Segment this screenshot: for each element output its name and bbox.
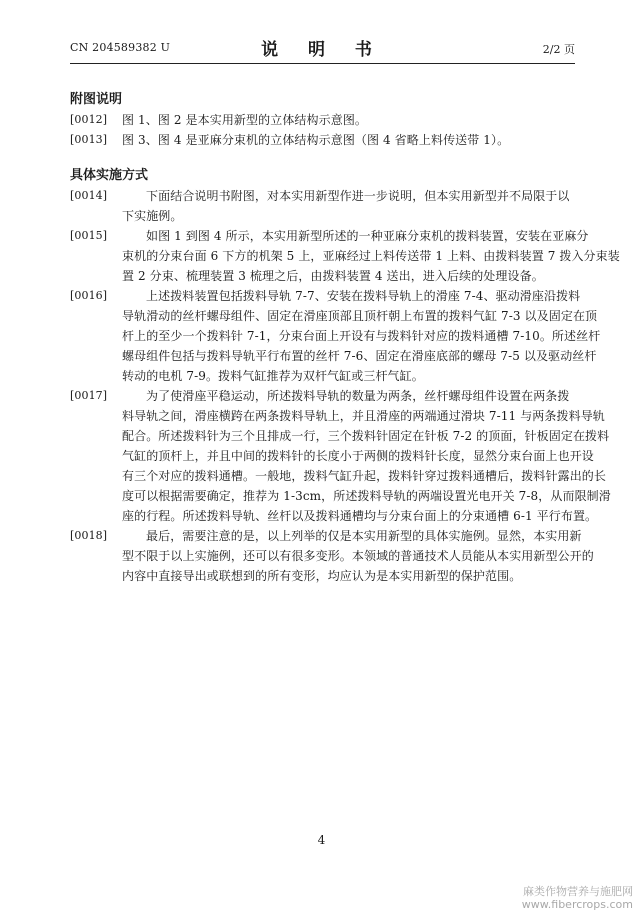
text-line: 导轨滑动的丝杆螺母组件、固定在滑座顶部且顶杆朝上布置的拨料气缸 7-3 以及固定在顶 [122,309,598,323]
paragraph [70,286,601,386]
watermark [522,885,633,911]
paragraph-text [122,386,611,526]
paragraph-number: [0015] [70,229,108,242]
text-line: 最后，需要注意的是，以上列举的仅是本实用新型的具体实施例。显然，本实用新 [146,529,582,543]
paragraph-number: [0014] [70,189,108,202]
text-line: 座的行程。所述拨料导轨、丝杆以及拨料通槽均与分束台面上的分束通槽 6-1 平行布置。 [122,509,598,523]
text-line: 上述拨料装置包括拨料导轨 7-7、安装在拨料导轨上的滑座 7-4、驱动滑座沿拨料 [146,289,581,303]
paragraph-number: [0018] [70,529,108,542]
paragraph-text [122,226,620,286]
figures-section [70,110,580,150]
paragraph-number: [0016] [70,289,108,302]
paragraph-text [122,526,594,586]
watermark-url: www.fibercrops.com [521,898,633,911]
text-line: 图 1、图 2 是本实用新型的立体结构示意图。 [122,113,368,127]
paragraph-number: [0012] [70,113,108,126]
page-indicator: 2/2 页 [542,43,575,56]
paragraph-number: [0013] [70,133,108,146]
text-line: 图 3、图 4 是亚麻分束机的立体结构示意图（图 4 省略上料传送带 1）。 [122,133,510,147]
text-line: 料导轨之间，滑座横跨在两条拨料导轨上，并且滑座的两端通过滑块 7-11 与两条拨料导轨 [122,409,605,423]
document-title: 说 明 书 [261,40,384,60]
watermark-site-name: 麻类作物营养与施肥网 [523,885,633,898]
paragraph-text [122,186,580,226]
patent-number: CN 204589382 U [70,41,171,54]
text-line: 螺母组件包括与拨料导轨平行布置的丝杆 7-6、固定在滑座底部的螺母 7-5 以及驱动丝杆 [122,349,597,363]
paragraph [70,386,611,526]
text-line: 如图 1 到图 4 所示，本实用新型所述的一种亚麻分束机的拨料装置，安装在亚麻分 [146,229,589,243]
text-line: 置 2 分束、梳理装置 3 梳理之后，由拨料装置 4 送出，进入后续的处理设备。 [122,269,544,283]
paragraph [70,110,580,130]
page-header [70,35,575,61]
text-line: 为了使滑座平稳运动，所述拨料导轨的数量为两条，丝杆螺母组件设置在两条拨 [146,389,570,403]
paragraph-text [122,286,601,386]
paragraph-text [122,130,580,150]
paragraph [70,526,594,586]
page-number: 4 [317,833,326,847]
text-line: 气缸的顶杆上，并且中间的拨料针的长度小于两侧的拨料针长度，显然分束台面上也开设 [122,449,594,463]
text-line: 度可以根据需要确定，推荐为 1-3cm，所述拨料导轨的两端设置光电开关 7-8，从而限制滑 [122,489,611,503]
paragraph [70,130,580,150]
section-heading-embodiment: 具体实施方式 [70,168,149,183]
text-line: 内容中直接导出或联想到的所有变形，均应认为是本实用新型的保护范围。 [122,569,522,583]
document-body [70,90,620,586]
text-line: 型不限于以上实施例，还可以有很多变形。本领域的普通技术人员能从本实用新型公开的 [122,549,594,563]
paragraph [70,186,580,226]
text-line: 有三个对应的拨料通槽。一般地，拨料气缸升起，拨料针穿过拨料通槽后，拨料针露出的长 [122,469,607,483]
text-line: 配合。所述拨料针为三个且排成一行，三个拨料针固定在针板 7-2 的顶面，针板固定在拨料 [122,429,610,443]
text-line: 下面结合说明书附图，对本实用新型作进一步说明，但本实用新型并不局限于以 [146,189,570,203]
text-line: 转动的电机 7-9。拨料气缸推荐为双杆气缸或三杆气缸。 [122,369,424,383]
section-heading-figures: 附图说明 [70,92,123,107]
text-line: 杆上的至少一个拨料针 7-1，分束台面上开设有与拨料针对应的拨料通槽 7-10。所述丝杆 [122,329,601,343]
paragraph-text [122,110,580,130]
embodiment-section [70,186,620,586]
paragraph-number: [0017] [70,389,108,402]
paragraph [70,226,620,286]
text-line: 束机的分束台面 6 下方的机架 5 上，亚麻经过上料传送带 1 上料、由拨料装置 7 拨入分束装 [122,249,620,263]
text-line: 下实施例。 [122,209,183,223]
header-divider [70,63,575,64]
